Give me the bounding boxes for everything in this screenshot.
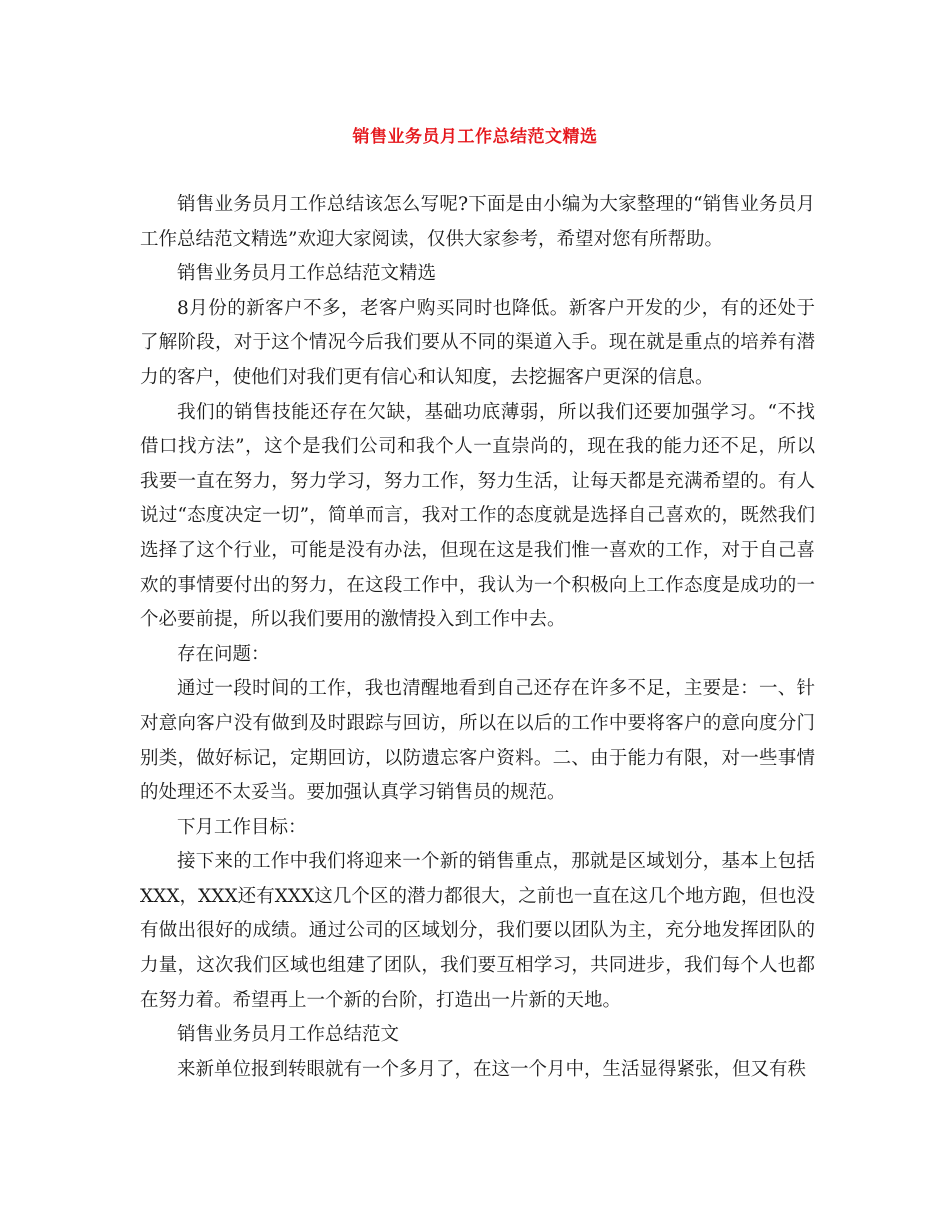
paragraph: 我们的销售技能还存在欠缺，基础功底薄弱，所以我们还要加强学习。“不找借口找方法”，这个是我们公司和我个人一直崇尚的，现在我的能力还不足，所以我要一直在努力，努力学习，努力工作，努力生活，让每天都是充满希望的。有人说过“态度决定一切”，简单而言，我对工作的态度就是选择自己喜欢的，既然我们选择了这个行业，可能是没有办法，但现在这是我们惟一喜欢的工作，对于自己喜欢的事情要付出的努力，在这段工作中，我认为一个积极向上工作态度是成功的一个必要前提，所以我们要用的激情投入到工作中去。 bbox=[140, 401, 815, 631]
paragraph: 销售业务员月工作总结该怎么写呢?下面是由小编为大家整理的“销售业务员月工作总结范文精选”欢迎大家阅读，仅供大家参考，希望对您有所帮助。 bbox=[140, 194, 815, 250]
document-body bbox=[140, 188, 815, 1087]
paragraph: 来新单位报到转眼就有一个多月了，在这一个月中，生活显得紧张，但又有秩 bbox=[177, 1058, 807, 1080]
document-title: 销售业务员月工作总结范文精选 bbox=[352, 127, 598, 147]
paragraph: 接下来的工作中我们将迎来一个新的销售重点，那就是区域划分，基本上包括XXX，XXX还有XXX这几个区的潜力都很大，之前也一直在这几个地方跑，但也没有做出很好的成绩。通过公司的区域划分，我们要以团队为主，充分地发挥团队的力量，这次我们区域也组建了团队，我们要互相学习，共同进步，我们每个人也都在努力着。希望再上一个新的台阶，打造出一片新的天地。 bbox=[140, 851, 815, 1011]
section-heading: 销售业务员月工作总结范文精选 bbox=[177, 263, 437, 285]
section-heading: 下月工作目标： bbox=[177, 816, 307, 838]
paragraph: 8月份的新客户不多，老客户购买同时也降低。新客户开发的少，有的还处于了解阶段，对于这个情况今后我们要从不同的渠道入手。现在就是重点的培养有潜力的客户，使他们对我们更有信心和认知度，去挖掘客户更深的信息。 bbox=[140, 297, 815, 388]
paragraph: 通过一段时间的工作，我也清醒地看到自己还存在许多不足，主要是：一、针对意向客户没有做到及时跟踪与回访，所以在以后的工作中要将客户的意向度分门别类，做好标记，定期回访，以防遗忘客户资料。二、由于能力有限，对一些事情的处理还不太妥当。要加强认真学习销售员的规范。 bbox=[140, 678, 815, 804]
section-heading: 存在问题： bbox=[177, 643, 270, 665]
section-heading: 销售业务员月工作总结范文 bbox=[177, 1024, 400, 1046]
